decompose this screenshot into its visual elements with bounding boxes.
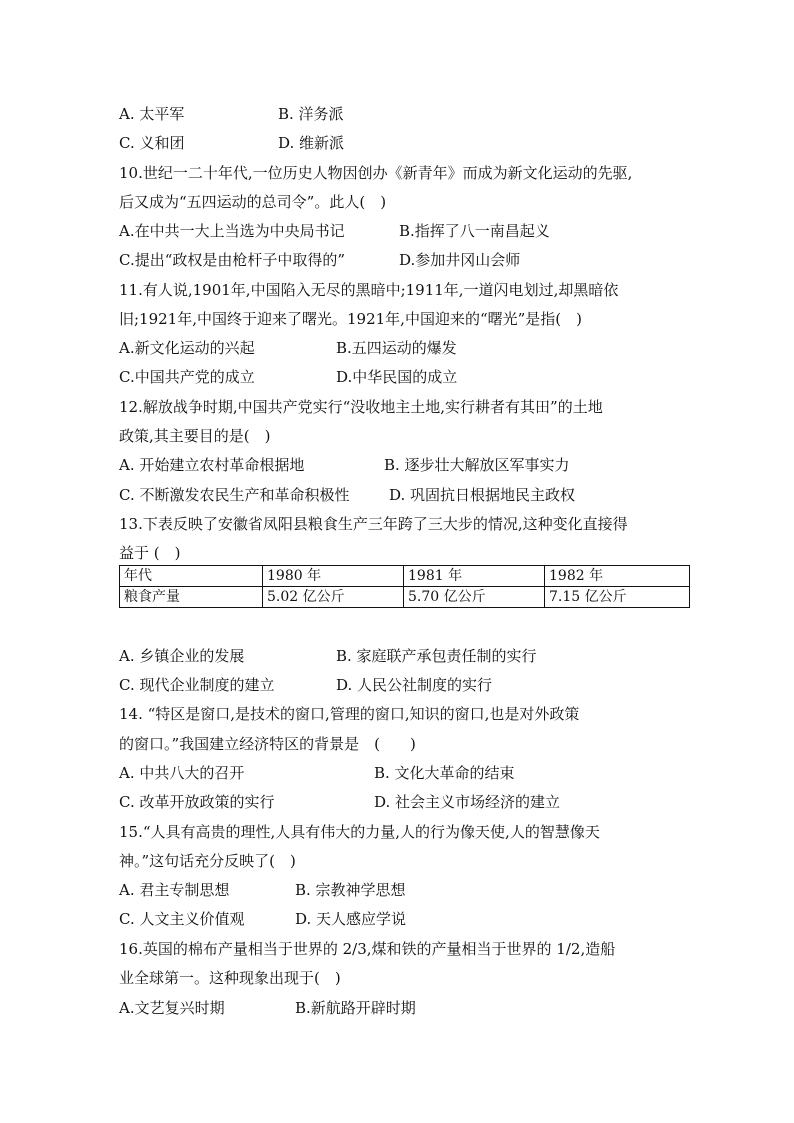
q13-stem-line-2: 益于 ( ) xyxy=(119,544,181,562)
q15-option-c: C. 人文主义价值观 xyxy=(119,910,245,928)
q14-stem-line-2: 的窗口。”我国建立经济特区的背景是 ( ) xyxy=(119,735,416,753)
q15-stem-line-2: 神。”这句话充分反映了( ) xyxy=(119,852,296,870)
q9-option-b: B. 洋务派 xyxy=(278,105,344,123)
q12-option-c: C. 不断激发农民生产和革命积极性 xyxy=(119,486,350,504)
q13-option-c: C. 现代企业制度的建立 xyxy=(119,676,275,694)
q9-option-c: C. 义和团 xyxy=(119,134,185,152)
q10-option-c: C.提出“政权是由枪杆子中取得的” xyxy=(119,251,346,269)
q16-option-b: B.新航路开辟时期 xyxy=(295,999,416,1017)
q14-option-d: D. 社会主义市场经济的建立 xyxy=(374,793,561,811)
table-header-row xyxy=(120,566,690,587)
q12-stem-line-2: 政策,其主要目的是( ) xyxy=(119,427,271,445)
q10-stem-line-2: 后又成为“五四运动的总司令”。此人( ) xyxy=(119,193,387,211)
table-header-cell: 年代 xyxy=(120,566,263,587)
q16-stem-line-2: 业全球第一。这种现象出现于( ) xyxy=(119,969,341,987)
q9-option-a: A. 太平军 xyxy=(119,105,185,123)
q14-option-b: B. 文化大革命的结束 xyxy=(374,764,515,782)
table-cell: 粮食产量 xyxy=(120,587,263,608)
q14-option-a: A. 中共八大的召开 xyxy=(119,764,245,782)
q9-option-d: D. 维新派 xyxy=(278,134,345,152)
table-cell: 5.70 亿公斤 xyxy=(404,587,545,608)
q11-option-d: D.中华民国的成立 xyxy=(336,368,458,386)
q10-option-a: A.在中共一大上当选为中央局书记 xyxy=(119,222,345,240)
table-header-cell: 1980 年 xyxy=(263,566,404,587)
q15-stem-line-1: 15.“人具有高贵的理性,人具有伟大的力量,人的行为像天使,人的智慧像天 xyxy=(119,823,600,841)
q10-option-b: B.指挥了八一南昌起义 xyxy=(399,222,550,240)
q14-stem-line-1: 14. “特区是窗口,是技术的窗口,管理的窗口,知识的窗口,也是对外政策 xyxy=(119,705,580,723)
q12-stem-line-1: 12.解放战争时期,中国共产党实行“没收地主土地,实行耕者有其田”的土地 xyxy=(119,398,603,416)
q16-option-a: A.文艺复兴时期 xyxy=(119,999,225,1017)
q16-stem-line-1: 16.英国的棉布产量相当于世界的 2/3,煤和铁的产量相当于世界的 1/2,造船 xyxy=(119,940,616,958)
q12-option-b: B. 逐步壮大解放区军事实力 xyxy=(384,456,570,474)
q14-option-c: C. 改革开放政策的实行 xyxy=(119,793,275,811)
q12-option-a: A. 开始建立农村革命根据地 xyxy=(119,456,305,474)
q13-option-a: A. 乡镇企业的发展 xyxy=(119,647,245,665)
q11-option-c: C.中国共产党的成立 xyxy=(119,368,255,386)
q11-stem-line-2: 旧;1921年,中国终于迎来了曙光。1921年,中国迎来的“曙光”是指( ) xyxy=(119,310,582,328)
q11-stem-line-1: 11.有人说,1901年,中国陷入无尽的黑暗中;1911年,一道闪电划过,却黑暗依 xyxy=(119,281,619,299)
q10-stem-line-1: 10.世纪一二十年代,一位历史人物因创办《新青年》而成为新文化运动的先驱, xyxy=(119,164,633,182)
grain-output-table xyxy=(119,565,690,608)
q13-option-b: B. 家庭联产承包责任制的实行 xyxy=(336,647,537,665)
q15-option-d: D. 天人感应学说 xyxy=(295,910,407,928)
q11-option-b: B.五四运动的爆发 xyxy=(336,339,457,357)
table-header-cell: 1982 年 xyxy=(545,566,690,587)
table-cell: 7.15 亿公斤 xyxy=(545,587,690,608)
table-cell: 5.02 亿公斤 xyxy=(263,587,404,608)
table-header-cell: 1981 年 xyxy=(404,566,545,587)
q15-option-b: B. 宗教神学思想 xyxy=(295,881,406,899)
q11-option-a: A.新文化运动的兴起 xyxy=(119,339,255,357)
table-row xyxy=(120,587,690,608)
q10-option-d: D.参加井冈山会师 xyxy=(399,251,521,269)
q12-option-d: D. 巩固抗日根据地民主政权 xyxy=(389,486,576,504)
q13-option-d: D. 人民公社制度的实行 xyxy=(336,676,493,694)
q15-option-a: A. 君主专制思想 xyxy=(119,881,230,899)
q13-stem-line-1: 13.下表反映了安徽省凤阳县粮食生产三年跨了三大步的情况,这种变化直接得 xyxy=(119,515,628,533)
